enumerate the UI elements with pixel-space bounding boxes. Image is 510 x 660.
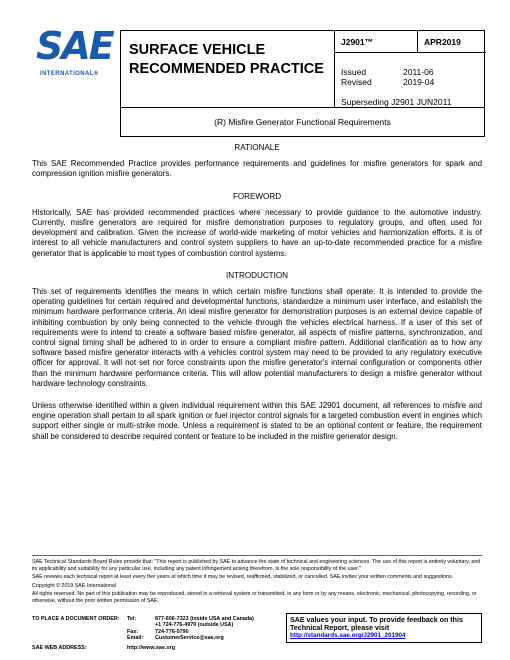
foreword-heading: FOREWORD <box>232 191 282 201</box>
introduction-heading: INTRODUCTION <box>225 270 289 280</box>
order-label: TO PLACE A DOCUMENT ORDER: <box>32 616 120 622</box>
tel-label: Tel: <box>127 616 137 622</box>
issued-label: Issued <box>341 67 367 77</box>
rationale-heading: RATIONALE <box>234 143 280 152</box>
introduction-paragraph-2: Unless otherwise identified within a given individual requirement within this SAE J2901 document, all references to misfire and engine operation shall pertain to all spark ignition or fuel injector control signals for a targeted combustion event in engines which support either single or multi-strike mode. Unless a requirement is stated to be an optional content or feature, the requirement shall be considered to describe required content or feature to be included in the misfire generator design. <box>32 401 482 441</box>
review-note: SAE reviews each technical report at least every five years at which time it may be revised, reaffirmed, stabilized, or cancelled. SAE invites your written comments and suggestions. <box>32 574 454 581</box>
doc-number: J2901™ <box>341 37 374 47</box>
email-label: Email: <box>127 635 144 642</box>
legal-footer <box>32 555 482 607</box>
issue-dates <box>341 67 434 87</box>
superseding: Superseding J2901 JUN2011 <box>341 97 452 107</box>
revised-label: Revised <box>341 77 372 87</box>
order-contacts <box>127 616 254 642</box>
revised-value: 2019-04 <box>403 77 435 87</box>
logo-subtext: INTERNATIONAL® <box>40 71 99 77</box>
fax: 724-776-0790 <box>155 628 189 635</box>
web-link[interactable]: http://www.sae.org <box>127 645 176 651</box>
fax-label: Fax: <box>127 628 139 635</box>
web-address <box>32 645 176 651</box>
foreword-text: Historically, SAE has provided recommended practices where necessary to provide guidance to the automotive industry. Currently, misfire generators are required for misfire demonstration purposes to regulatory groups, and often used for development and calibration. Given the increase of world-wide marketing of motor vehicles and harmonization efforts, it is of interest to all vehicle manufacturers and control system suppliers to have an up-to-date recommended practice for a misfire generator that is applicable to most types of combustion control systems. <box>32 207 482 258</box>
tsb-note: SAE Technical Standards Board Rules provide that: "This report is published by SAE to advance the state of technical and engineering sciences. The use of this report is entirely voluntary, and its applicability and suitability for any particular use, including any patent infringement arising therefrom, is the sole responsibility of the user." <box>32 559 481 572</box>
copyright: Copyright © 2019 SAE International <box>32 582 116 589</box>
title-cell <box>121 31 335 107</box>
tel-1: 877-606-7323 (inside USA and Canada) <box>155 616 254 622</box>
email-link[interactable]: CustomerService@sae.org <box>155 635 224 642</box>
doc-date-cell <box>418 31 486 53</box>
header-divider <box>121 107 484 108</box>
document-title: (R) Misfire Generator Functional Requirements <box>214 117 391 127</box>
feedback-box <box>286 613 482 643</box>
issued-value: 2011-06 <box>403 67 434 77</box>
logo-text: SAE <box>36 24 113 68</box>
tel-2: +1 724-776-4970 (outside USA) <box>155 622 234 629</box>
rights-note: All rights reserved. No part of this publication may be reproduced, stored in a retrieval system or transmitted, in any form or by any means, electronic, mechanical, photocopying, recording, or otherwise, without the prior written permission of SAE. <box>32 591 477 604</box>
feedback-text: SAE values your input. To provide feedback on this Technical Report, please visit <box>290 616 463 632</box>
doc-number-cell <box>335 31 418 53</box>
feedback-link[interactable]: http://standards.sae.org/J2901_201904 <box>290 632 406 639</box>
introduction-paragraph-1: This set of requirements identifies the means in which certain misfire functions shall operate. It is intended to provide the operating guidelines for certain required and developmental functions, standardize a minimum user interface, and establish the minimum hardware performance criteria. An ideal misfire generator for demonstration purposes is an external device capable of inhibiting combustion by only being connected to the vehicle through the vehicles electrical harness. If a user of this set of requirements were to intend to create a software based misfire generator, all aspects of misfire patterns, synchronization, and control signal timing shall be adhered to in order to ensure a compliant misfire pattern. Additional clarification as to how any software based misfire generator interacts with a vehicles control system may need to be provided to any regulatory executive officer for approval. It will not set nor force constraints upon the misfire generator's internal configuration or components other than the minimum hardware performance criteria. This will allow potential manufacturers to design a misfire generator without hardware technology constraints. <box>32 287 482 388</box>
rationale-text: This SAE Recommended Practice provides performance requirements and guidelines for misfire generators for spark and compression ignition misfire generators. <box>32 159 482 179</box>
document-header <box>120 30 485 137</box>
web-label: SAE WEB ADDRESS: <box>32 645 87 651</box>
doc-date: APR2019 <box>424 37 461 47</box>
document-type-title: SURFACE VEHICLE RECOMMENDED PRACTICE <box>129 42 324 77</box>
sae-logo <box>32 24 113 80</box>
document-body <box>32 143 482 454</box>
